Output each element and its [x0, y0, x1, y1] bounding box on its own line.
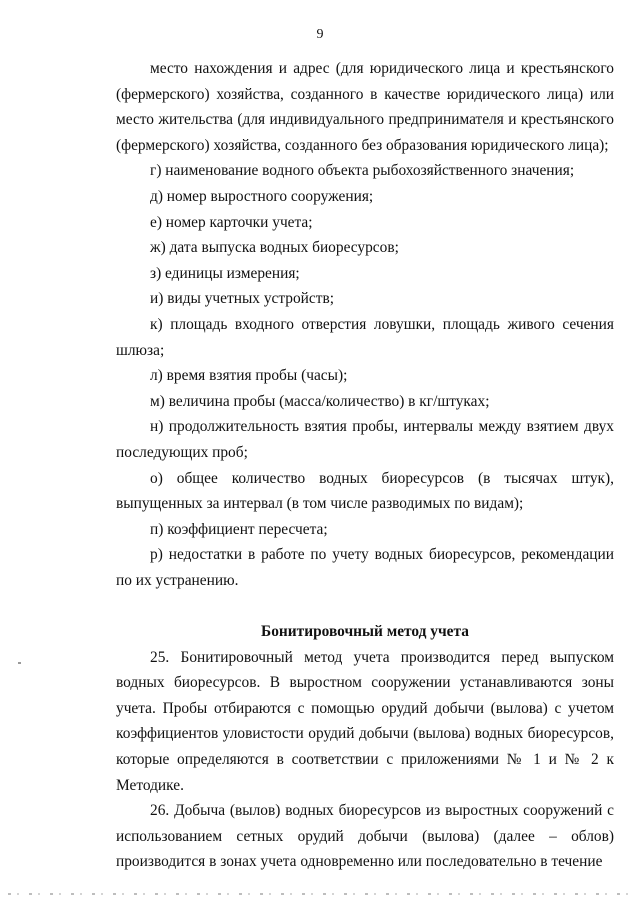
- list-item-zh: ж) дата выпуска водных биоресурсов;: [150, 239, 399, 257]
- list-item-m: м) величина пробы (масса/количество) в кг/штуках;: [150, 392, 490, 410]
- document-body: [116, 56, 614, 875]
- list-item-p: п) коэффициент пересчета;: [150, 520, 328, 538]
- list-item-d: д) номер выростного сооружения;: [150, 187, 374, 205]
- list-item-o: о) общее количество водных биоресурсов (в тысячах штук), выпущенных за интервал (в том числе разводимых по видам);: [116, 469, 614, 513]
- list-item-r: р) недостатки в работе по учету водных биоресурсов, рекомендации по их устранению.: [116, 546, 614, 589]
- scan-artifact-bottom-edge: [8, 893, 632, 895]
- list-item-l: л) время взятия пробы (часы);: [150, 367, 348, 385]
- scan-artifact-dot: [18, 662, 21, 664]
- list-item-e: е) номер карточки учета;: [150, 213, 313, 231]
- page-number: 9: [316, 27, 324, 42]
- list-item-z: з) единицы измерения;: [150, 264, 300, 282]
- section-paragraph-25: 25. Бонитировочный метод учета производится перед выпуском водных биоресурсов. В выростном сооружении устанавливаются зоны учета. Пробы отбираются с помощью орудий добычи (вылова) с учетом коэффициентов уловистости орудий добычи (вылова) водных биоресурсов, которые определяются в соответствии с приложениями № 1 и № 2 к Методике.: [116, 648, 614, 794]
- list-item-g: г) наименование водного объекта рыбохозяйственного значения;: [150, 162, 575, 180]
- list-item-i: и) виды учетных устройств;: [150, 290, 335, 308]
- list-item-k: к) площадь входного отверстия ловушки, площадь живого сечения шлюза;: [116, 315, 614, 359]
- section-spacer: [116, 593, 614, 619]
- list-item-n: н) продолжительность взятия пробы, интервалы между взятием двух последующих проб;: [116, 418, 614, 461]
- section-title: Бонитировочный метод учета: [261, 623, 469, 641]
- section-paragraph-26: 26. Добыча (вылов) водных биоресурсов из выростных сооружений с использованием сетных орудий добычи (вылова) (далее – облов) производится в зонах учета одновременно или последовательно в течение: [116, 802, 614, 871]
- paragraph-address: место нахождения и адрес (для юридического лица и крестьянского (фермерского) хозяйства, созданного в качестве юридического лица) или место жительства (для индивидуального предпринимателя и крестьянского (фермерского) хозяйства, созданного без образования юридического лица);: [116, 60, 614, 154]
